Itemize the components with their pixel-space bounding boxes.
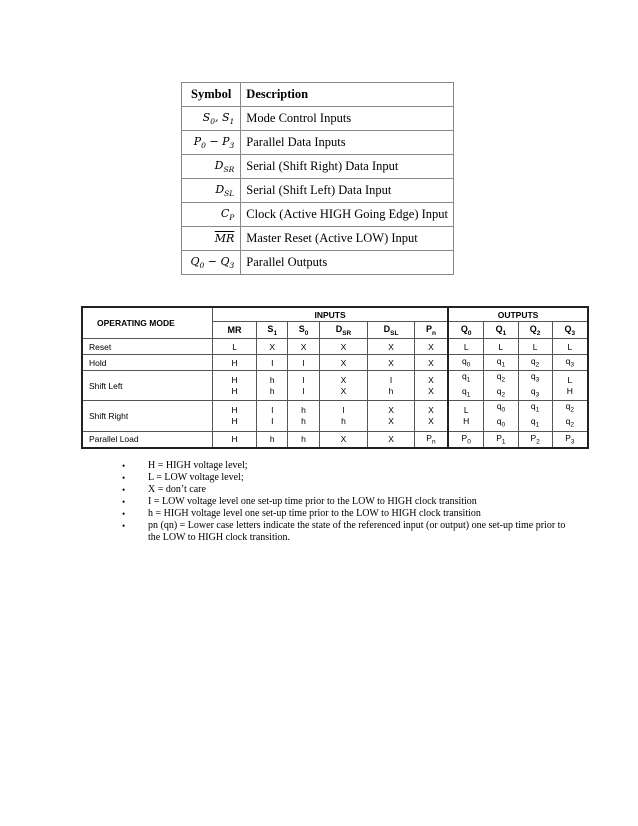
cell-value: X xyxy=(388,434,394,445)
symbol-table xyxy=(181,82,454,275)
cell-value: X xyxy=(428,357,434,368)
cell-value: I xyxy=(302,385,305,396)
cell-value: X xyxy=(428,374,434,385)
cell-value: h xyxy=(301,416,306,427)
mode-cell xyxy=(518,431,552,448)
mode-cell xyxy=(552,355,588,371)
cell-value: H xyxy=(231,385,238,396)
cell-value: $q_0$ xyxy=(496,401,506,415)
cell-value: X xyxy=(388,357,394,368)
mode-cell xyxy=(257,355,288,371)
cell-value: X xyxy=(340,434,347,445)
mode-cell xyxy=(552,431,588,448)
mode-cell xyxy=(552,371,588,401)
cell-value: X xyxy=(428,385,434,396)
note-item xyxy=(110,484,570,496)
description-cell: Clock (Active HIGH Going Edge) Input xyxy=(241,203,454,227)
cell-value: h xyxy=(269,385,275,396)
mode-cell xyxy=(368,371,415,401)
mode-cell xyxy=(288,401,319,431)
note-text: I = LOW voltage level one set-up time prior to the LOW to HIGH clock transition xyxy=(148,496,477,507)
note-text: pn (qn) = Lower case letters indicate the state of the referenced input (or output) one set-up time prior to the LOW to HIGH clock transition. xyxy=(148,520,566,543)
mode-cell xyxy=(448,355,484,371)
mode-cell xyxy=(368,401,415,431)
bullet-icon: • xyxy=(122,461,126,471)
bullet-icon: • xyxy=(122,485,126,495)
op-table-group-header xyxy=(82,307,588,322)
cell-value: $q_0$ xyxy=(496,416,506,429)
description-cell: Mode Control Inputs xyxy=(241,107,454,131)
mode-cell xyxy=(552,339,588,355)
cell-value: $P_2$ xyxy=(530,432,540,446)
column-header-s1: $S_1$ xyxy=(257,322,288,339)
cell-value: H xyxy=(566,385,573,396)
note-text: h = HIGH voltage level one set-up time prior to the LOW to HIGH clock transition xyxy=(148,508,481,519)
cell-value: X xyxy=(269,341,276,352)
mode-cell xyxy=(448,371,484,401)
symbol-row xyxy=(182,251,454,275)
operating-mode-table xyxy=(81,306,589,449)
cell-value: L xyxy=(567,341,573,352)
mode-row xyxy=(82,401,588,431)
mode-label: Shift Right xyxy=(82,401,213,431)
cell-value: $P_n$ xyxy=(426,432,436,446)
cell-value: $q_1$ xyxy=(530,416,540,429)
column-header-q3: $Q_3$ xyxy=(552,322,588,339)
bullet-icon: • xyxy=(122,509,126,519)
mode-cell xyxy=(518,401,552,431)
description-cell: Serial (Shift Right) Data Input xyxy=(241,155,454,179)
column-header-pn: $P_n$ xyxy=(414,322,448,339)
note-item xyxy=(110,472,570,484)
mode-cell xyxy=(213,355,257,371)
mode-cell xyxy=(484,339,518,355)
cell-value: $q_3$ xyxy=(565,356,575,369)
column-header-dsr: $D_{SR}$ xyxy=(319,322,368,339)
cell-value: X xyxy=(388,341,394,352)
mode-cell xyxy=(319,431,368,448)
note-item xyxy=(110,496,570,508)
cell-value: I xyxy=(271,416,274,427)
cell-value: I xyxy=(271,357,274,368)
cell-value: X xyxy=(340,385,347,396)
symbol-row xyxy=(182,131,454,155)
cell-value: $q_2$ xyxy=(496,385,506,399)
cell-value: $P_0$ xyxy=(461,432,471,446)
cell-value: $q_1$ xyxy=(462,385,471,399)
description-cell: Parallel Data Inputs xyxy=(241,131,454,155)
mode-cell xyxy=(484,431,518,448)
cell-value: L xyxy=(567,374,573,385)
cell-value: $q_3$ xyxy=(530,371,540,384)
mode-cell xyxy=(319,355,368,371)
symbol-row xyxy=(182,107,454,131)
cell-value: X xyxy=(340,357,347,368)
cell-value: h xyxy=(341,416,346,427)
note-item xyxy=(110,520,570,544)
symbol-cell: $D_{SL}$ xyxy=(182,179,241,203)
mode-cell xyxy=(288,371,319,401)
symbol-cell: $\overline{MR}$ xyxy=(182,227,241,251)
symbol-row xyxy=(182,155,454,179)
mode-cell xyxy=(257,401,288,431)
mode-label: Reset xyxy=(82,339,213,355)
cell-value: X xyxy=(428,405,434,416)
description-cell: Serial (Shift Left) Data Input xyxy=(241,179,454,203)
cell-value: h xyxy=(388,385,394,396)
mode-cell xyxy=(552,401,588,431)
cell-value: X xyxy=(428,341,434,352)
cell-value: I xyxy=(342,405,345,416)
cell-value: H xyxy=(231,416,238,427)
symbol-row xyxy=(182,227,454,251)
cell-value: $q_2$ xyxy=(565,401,575,415)
column-header-dsl: $D_{SL}$ xyxy=(368,322,415,339)
cell-value: H xyxy=(463,416,470,427)
cell-value: L xyxy=(463,341,469,352)
mode-cell xyxy=(414,355,448,371)
mode-cell xyxy=(448,401,484,431)
mode-cell xyxy=(213,401,257,431)
mode-label: Shift Left xyxy=(82,371,213,401)
mode-cell xyxy=(213,371,257,401)
mode-cell xyxy=(319,371,368,401)
mode-cell xyxy=(414,431,448,448)
mode-cell xyxy=(414,339,448,355)
mode-cell xyxy=(484,371,518,401)
mode-cell xyxy=(213,431,257,448)
mode-cell xyxy=(257,371,288,401)
mode-cell xyxy=(484,401,518,431)
note-text: L = LOW voltage level; xyxy=(148,472,244,483)
cell-value: I xyxy=(271,405,274,416)
description-header: Description xyxy=(241,83,454,107)
mode-cell xyxy=(319,401,368,431)
mode-row xyxy=(82,355,588,371)
symbol-row xyxy=(182,179,454,203)
cell-value: $q_1$ xyxy=(530,401,540,415)
cell-value: h xyxy=(301,405,306,416)
mode-cell xyxy=(288,355,319,371)
symbol-row xyxy=(182,203,454,227)
cell-value: $P_3$ xyxy=(565,432,575,446)
cell-value: X xyxy=(388,416,394,427)
cell-value: X xyxy=(428,416,434,427)
mode-cell xyxy=(414,371,448,401)
column-header-s0: $S_0$ xyxy=(288,322,319,339)
mode-cell xyxy=(518,339,552,355)
cell-value: h xyxy=(269,434,275,445)
description-cell: Parallel Outputs xyxy=(241,251,454,275)
mode-cell xyxy=(414,401,448,431)
note-text: H = HIGH voltage level; xyxy=(148,460,248,471)
cell-value: L xyxy=(532,341,538,352)
cell-value: H xyxy=(231,405,238,416)
mode-row xyxy=(82,339,588,355)
cell-value: $q_2$ xyxy=(565,416,575,429)
cell-value: H xyxy=(231,357,238,368)
column-header-q1: $Q_1$ xyxy=(484,322,518,339)
cell-value: $P_1$ xyxy=(496,432,506,446)
bullet-icon: • xyxy=(122,497,126,507)
mode-row xyxy=(82,371,588,401)
description-cell: Master Reset (Active LOW) Input xyxy=(241,227,454,251)
cell-value: X xyxy=(340,341,347,352)
outputs-header: OUTPUTS xyxy=(448,307,588,322)
bullet-icon: • xyxy=(122,473,126,483)
cell-value: L xyxy=(463,405,469,416)
cell-value: $q_0$ xyxy=(462,356,471,369)
symbol-cell: $P_0 - P_3$ xyxy=(182,131,241,155)
mode-cell xyxy=(368,339,415,355)
cell-value: h xyxy=(269,374,275,385)
mode-cell xyxy=(448,431,484,448)
cell-value: H xyxy=(231,374,238,385)
cell-value: I xyxy=(389,374,393,385)
cell-value: $q_2$ xyxy=(530,356,540,369)
column-header-mr: MR xyxy=(213,322,257,339)
operating-mode-header: OPERATING MODE xyxy=(82,307,213,339)
mode-row xyxy=(82,431,588,448)
note-item xyxy=(110,508,570,520)
cell-value: h xyxy=(301,434,306,445)
symbol-table-header xyxy=(182,83,454,107)
mode-cell xyxy=(213,339,257,355)
cell-value: H xyxy=(231,434,238,445)
bullet-icon: • xyxy=(122,521,126,531)
cell-value: I xyxy=(302,357,305,368)
mode-cell xyxy=(319,339,368,355)
symbol-cell: $Q_0 - Q_3$ xyxy=(182,251,241,275)
note-text: X = don’t care xyxy=(148,484,206,495)
mode-cell xyxy=(257,339,288,355)
cell-value: L xyxy=(498,341,504,352)
symbol-header: Symbol xyxy=(182,83,241,107)
mode-cell xyxy=(518,371,552,401)
cell-value: $q_2$ xyxy=(496,371,506,384)
cell-value: $q_1$ xyxy=(462,371,471,384)
mode-cell xyxy=(518,355,552,371)
cell-value: $q_3$ xyxy=(530,385,540,399)
cell-value: X xyxy=(340,374,347,385)
mode-cell xyxy=(448,339,484,355)
cell-value: X xyxy=(300,341,307,352)
column-header-q0: $Q_0$ xyxy=(448,322,484,339)
column-header-q2: $Q_2$ xyxy=(518,322,552,339)
cell-value: L xyxy=(232,341,237,352)
cell-value: $q_1$ xyxy=(496,356,506,369)
symbol-cell: $S_0$, $S_1$ xyxy=(182,107,241,131)
mode-cell xyxy=(288,431,319,448)
mode-label: Parallel Load xyxy=(82,431,213,448)
mode-cell xyxy=(484,355,518,371)
notes-list xyxy=(110,460,570,544)
mode-cell xyxy=(368,431,415,448)
symbol-cell: $D_{SR}$ xyxy=(182,155,241,179)
mode-label: Hold xyxy=(82,355,213,371)
mode-cell xyxy=(257,431,288,448)
inputs-header: INPUTS xyxy=(213,307,449,322)
mode-cell xyxy=(368,355,415,371)
note-item xyxy=(110,460,570,472)
cell-value: I xyxy=(302,374,305,385)
mode-cell xyxy=(288,339,319,355)
cell-value: X xyxy=(388,405,394,416)
symbol-cell: $C_P$ xyxy=(182,203,241,227)
